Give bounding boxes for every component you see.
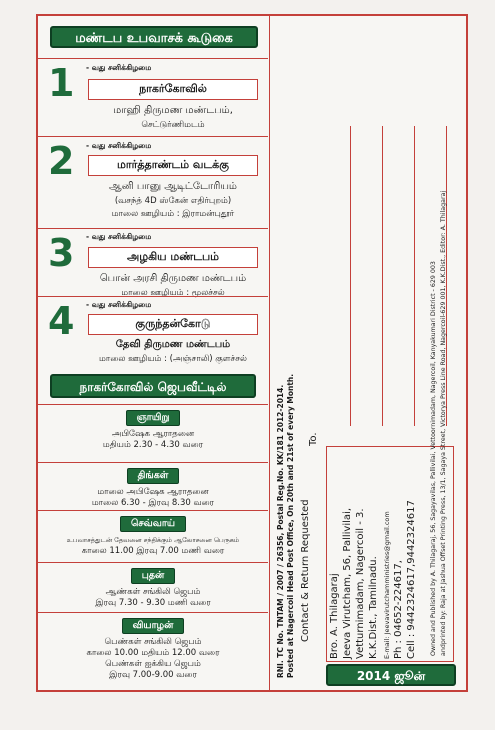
venue-place: அழகிய மண்டபம் — [88, 247, 258, 268]
day-line: பெண்கள் சங்கிலி ஜெபம் — [104, 637, 202, 647]
newsletter-sheet — [36, 14, 468, 692]
day-line: மதியம் 2.30 - 4.30 வரை — [102, 440, 204, 450]
address-line — [414, 126, 415, 426]
day-line: காலை 10.00 மதியம் 12.00 வரை — [86, 648, 220, 658]
day-line: மாலை 6.30 - இரவு 8.30 வரை — [91, 498, 215, 508]
day-block-wednesday — [38, 562, 268, 612]
sender-phone: Ph : 04652-224617, — [393, 560, 404, 659]
day-label: புதன் — [131, 568, 175, 584]
venue-hall-detail: செட்டுர்ணிமடம் — [141, 120, 205, 130]
day-line: இரவு 7.30 - 9.30 மணி வரை — [95, 598, 211, 608]
sender-address-line: Jeeva Virutcham, 56, Pallivilai, — [342, 508, 353, 659]
venue-hall: ஆனி பானு ஆடிட்டோரியம் — [109, 181, 237, 192]
contact-return-note: Contact & Return Requested — [300, 499, 311, 642]
sender-address-line: Vetturnimadam, Nagercoil - 3. — [355, 508, 366, 659]
day-label: திங்கள் — [127, 468, 180, 484]
sender-name: Bro. A. Thilagaraj — [329, 573, 340, 659]
owner-publisher-line: Owned and Published by A. Thilagaraj, 56, Sagayavilas, Pallivilai, Vettoornimadam, Nagercoil, Kanyakumari District - 629 003 — [430, 261, 437, 656]
venue-block-4 — [38, 296, 268, 370]
venue-hall: மாஹி திருமண மண்டபம், — [113, 105, 233, 116]
venue-day: - வது சனிக்கிழமை — [86, 300, 152, 309]
venue-number: 1 — [48, 61, 75, 105]
mailing-panel — [270, 16, 468, 690]
address-line — [350, 126, 351, 426]
venue-day: - வது சனிக்கிழமை — [86, 63, 152, 72]
day-line: மாலை அபிஷேக ஆராதனை — [97, 487, 209, 497]
page-title: மண்டப உபவாசக் கூடுகை — [50, 26, 258, 48]
venue-place: நாகர்கோவில் — [88, 79, 258, 100]
postal-posting-info: Posted at Nagercoil Head Post Office, On 20th and 21st of every Month. — [286, 373, 295, 678]
to-label: To. — [308, 432, 319, 446]
day-label: ஞாயிறு — [126, 410, 181, 426]
venue-evening-service: மாலை ஊழியம் : (அஞ்சாலி) குளச்சல் — [99, 354, 247, 364]
venue-number: 3 — [48, 231, 75, 275]
day-line: பெண்கள் ஐக்கிய ஜெபம் — [105, 659, 201, 669]
venue-number: 4 — [48, 299, 75, 343]
day-block-sunday — [38, 404, 268, 462]
sender-email: E-mail: Jeevavirutchamministries@gmail.com — [383, 511, 391, 659]
venue-place: மார்த்தாண்டம் வடக்கு — [88, 155, 258, 176]
day-block-thursday — [38, 612, 268, 690]
sender-address-line: K.K.Dist., Tamilnadu. — [368, 556, 379, 659]
venue-evening-service: மாலை ஊழியம் : இராமன்புதூர் — [111, 209, 235, 219]
printer-editor-line: andprinted by: Raja at Jashua Offset Printing Press, 13/1, Sagaya Street, Victorya Press Line Road, Nagercoil-629 001, K.K.Dist., Editor: A. Thilagaraj — [440, 190, 447, 656]
prayer-house-title: நாகர்கோவில் ஜெபவீட்டில் — [50, 374, 256, 398]
venue-day: - வது சனிக்கிழமை — [86, 141, 152, 150]
day-line: உபவாசத்துடன் தேவனை சந்திக்கும் ஆலோசனை பெருகம் — [66, 536, 240, 544]
venue-hall: பொன் அரசி திருமண மண்டபம் — [99, 273, 247, 284]
address-line — [382, 126, 383, 426]
day-line: காலை 11.00 இரவு 7.00 மணி வரை — [81, 546, 225, 556]
day-line: இரவு 7.00-9.00 வரை — [109, 670, 197, 680]
postal-registration: RNI. TC No. TNTAM / 2007 / 26356, Postal Reg.No. KK/181 2012-2014. — [276, 384, 285, 678]
schedule-panel — [38, 16, 270, 690]
venue-hall: தேவி திருமண மண்டபம் — [115, 339, 231, 350]
day-line: ஆண்கள் சங்கிலி ஜெபம் — [105, 587, 201, 597]
issue-month: 2014 ஜூன் — [326, 664, 456, 686]
venue-day: - வது சனிக்கிழமை — [86, 232, 152, 241]
venue-hall-detail: (வசந்த் 4D ஸ்கேன் எதிர்புறம்) — [114, 196, 232, 206]
sender-cell: Cell : 9442324617,9442324617 — [406, 500, 417, 659]
day-line: அபிஷேக ஆராதனை — [111, 429, 195, 439]
venue-place: குருந்தன்கோடு — [88, 314, 258, 335]
day-label: வியாழன் — [122, 618, 185, 634]
day-block-monday — [38, 462, 268, 510]
day-block-tuesday — [38, 510, 268, 562]
venue-evening-service: மாலை ஊழியம் : மூலச்சல் — [121, 288, 225, 298]
venue-block-2 — [38, 136, 268, 232]
day-label: செவ்வாய் — [120, 516, 186, 532]
venue-block-1 — [38, 58, 268, 144]
venue-number: 2 — [48, 139, 75, 183]
